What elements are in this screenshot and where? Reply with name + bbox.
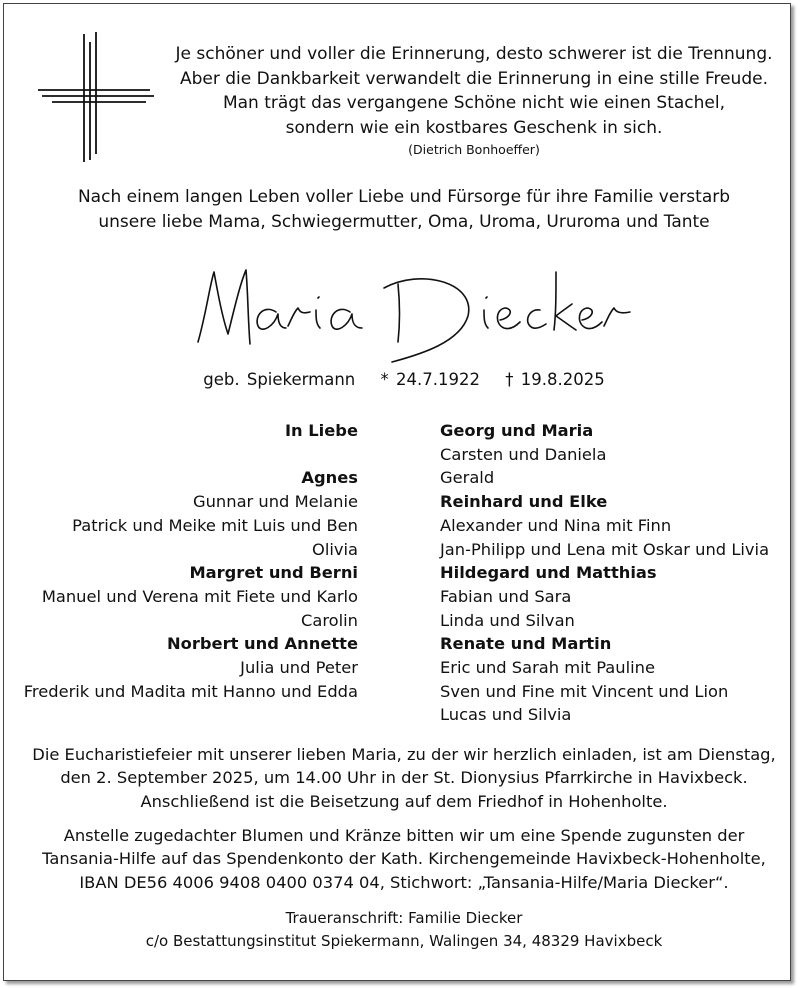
family-group-heading: Norbert und Annette [167, 634, 358, 654]
family-group-heading: Renate und Martin [440, 634, 612, 654]
family-member-line: Fabian und Sara [440, 586, 572, 606]
family-member-line: Gunnar und Melanie [193, 492, 358, 512]
service-info [4, 743, 800, 813]
family-list-left [0, 419, 358, 703]
handwritten-name-signature [184, 264, 634, 364]
family-member-line: Manuel und Verena mit Fiete und Karlo [41, 586, 358, 606]
service-line: Anschließend ist die Beisetzung auf dem Friedhof in Hohenholte. [140, 791, 668, 811]
service-line: den 2. September 2025, um 14.00 Uhr in der St. Dionysius Pfarrkirche in Havixbeck. [60, 768, 748, 788]
donation-line: Anstelle zugedachter Blumen und Kränze bitten wir um eine Spende zugunsten der [63, 826, 745, 845]
family-group-heading: Margret und Berni [189, 563, 358, 583]
cross-icon [38, 32, 154, 164]
family-member-line: Patrick und Meike mit Luis und Ben [72, 515, 358, 535]
family-group-heading: Agnes [301, 468, 358, 488]
donation-info [4, 824, 800, 894]
family-member-line: Eric und Sarah mit Pauline [440, 658, 655, 678]
bonhoeffer-quote [164, 42, 784, 160]
address-line: Traueranschrift: Familie Diecker [285, 909, 523, 927]
quote-line: Man trägt das vergangene Schöne nicht wie einen Stachel, [222, 93, 726, 113]
intro-line: unsere liebe Mama, Schwiegermutter, Oma, Uroma, Ururoma und Tante [98, 211, 710, 232]
intro-text [4, 185, 800, 234]
intro-line: Nach einem langen Leben voller Liebe und Fürsorge für ihre Familie verstarb [77, 187, 731, 207]
service-line: Die Eucharistiefeier mit unserer lieben Maria, zu der wir herzlich einladen, ist am Dienstag, [32, 745, 776, 764]
donation-line: IBAN DE56 4006 9408 0400 0374 04, Stichwort: „Tansania-Hilfe/Maria Diecker“. [79, 872, 729, 892]
family-group-heading: In Liebe [284, 421, 358, 440]
family-list-right [440, 419, 800, 727]
family-member-line: Sven und Fine mit Vincent und Lion [440, 681, 729, 701]
family-member-line: Alexander und Nina mit Finn [440, 515, 672, 535]
family-member-line: Jan-Philipp und Lena mit Oskar und Livia [440, 539, 770, 559]
family-member-line: Lucas und Silvia [440, 705, 572, 725]
quote-line: Aber die Dankbarkeit verwandelt die Erinnerung in eine stille Freude. [179, 68, 768, 89]
family-member-line: Julia und Peter [240, 658, 358, 678]
family-group-heading: Hildegard und Matthias [440, 563, 657, 583]
family-group-heading: Reinhard und Elke [440, 492, 608, 512]
family-member-line: Carolin [300, 610, 358, 630]
death-date: † 19.8.2025 [505, 370, 605, 389]
family-member-line: Frederik und Madita mit Hanno und Edda [23, 681, 358, 701]
birth-date: * 24.7.1922 [380, 370, 480, 389]
quote-line: Je schöner und voller die Erinnerung, desto schwerer ist die Trennung. [175, 44, 773, 64]
family-member-line: Carsten und Daniela [440, 444, 607, 464]
address-line: c/o Bestattungsinstitut Spiekermann, Walingen 34, 48329 Havixbeck [145, 932, 663, 950]
mourning-address [4, 907, 800, 953]
family-group-heading: Georg und Maria [440, 421, 594, 440]
family-member-line: Linda und Silvan [440, 610, 575, 630]
obituary-card [3, 3, 791, 981]
quote-line: sondern wie ein kostbares Geschenk in sich. [285, 117, 663, 138]
family-member-line: Olivia [312, 539, 358, 559]
birth-name: geb. Spiekermann [203, 370, 356, 389]
life-dates [4, 369, 800, 391]
family-member-line: Gerald [440, 468, 495, 488]
donation-line: Tansania-Hilfe auf das Spendenkonto der Kath. Kirchengemeinde Havixbeck-Hohenholte, [42, 849, 766, 869]
quote-author: (Dietrich Bonhoeffer) [408, 142, 540, 157]
